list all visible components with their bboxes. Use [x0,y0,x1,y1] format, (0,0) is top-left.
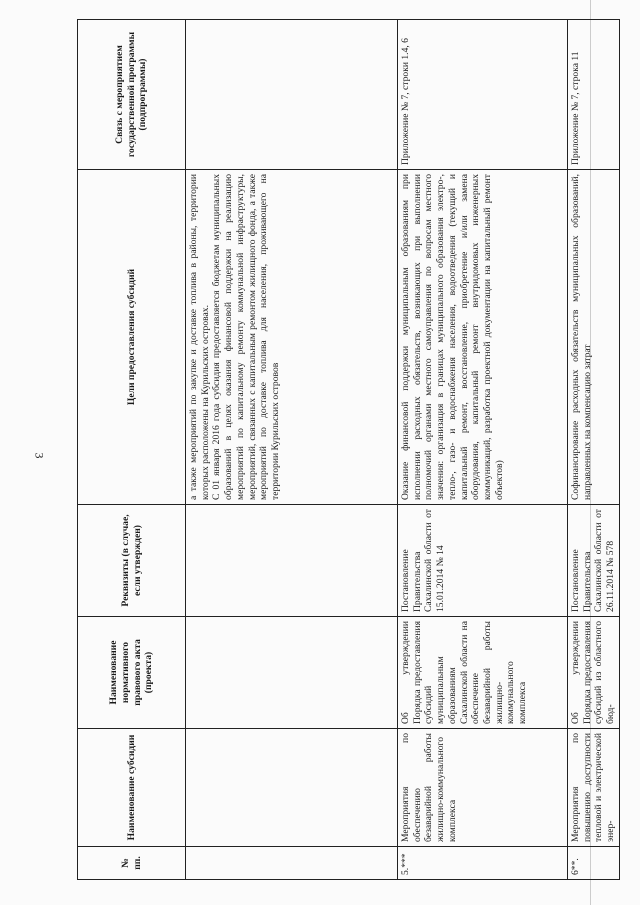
cell-name: Мероприятия по обеспечению безаварийной работы жилищно-коммунального комплекса [398,729,568,847]
table-row [568,20,620,880]
header-row [78,20,186,880]
cell-no: 6**. [568,847,620,880]
header-goals: Цели предоставления субсидий [78,170,186,505]
cell-req: Постановление Правительства Сахалинской области от 26.11.2014 № 578 [568,505,620,617]
table-row [398,20,568,880]
header-req: Реквизиты (в случае, если утвержден) [78,505,186,617]
cell-goals: Оказание финансовой поддержки муниципальным образованиям при исполнении расходных обязательств, возникающих при выполнении полномочий органами местного самоуправления по вопросам местного значения: организация в границах муниципального образования электро-, тепло-, газо- и водоснабжения населения, водоотведения (текущий и капитальный ремонт, восстановление, приобретение и/или замена оборудования, капитальный ремонт внутридомовых инженерных коммуникаций, разработка проектной документации на капитальный ремонт объектов) [398,170,568,505]
cell-name [186,729,398,847]
cell-name: Мероприятия по повышению доступности тепловой и электрической энер- [568,729,620,847]
cell-link: Приложение № 7, строка 11 [568,20,620,170]
page-number: 3 [32,452,47,459]
cell-no [186,847,398,880]
table-row [186,20,398,880]
rotated-table-container [77,20,617,880]
cell-link [186,20,398,170]
cell-act [186,617,398,729]
cell-link: Приложение № 7, строки 1.4, 6 [398,20,568,170]
header-link: Связь с мероприятием государственной программы (подпрограммы) [78,20,186,170]
subsidy-table [77,19,620,880]
cell-goals: а также мероприятий по закупке и доставке топлива в районы, территории которых расположены на Курильских островах. С 01 января 2016 года субсидия предоставляется бюджетам муниципальных образований в целях оказания финансовой поддержки на реализацию мероприятий по капитальному ремонту коммунальной инфраструктуры, мероприятий, связанных с капитальным ремонтом жилищного фонда, а также мероприятий по доставке топлива для населения, проживающего на территории Курильских островов [186,170,398,505]
header-name: Наименование субсидии [78,729,186,847]
cell-act: Об утверждении Порядка предоставления субсидий из областного бюд- [568,617,620,729]
cell-act: Об утверждении Порядка предоставления субсидий муниципальным образованиям Сахалинской области на обеспечение безаварийной работы жилищно-коммунального комплекса [398,617,568,729]
header-no: № пп. [78,847,186,880]
cell-req [186,505,398,617]
cell-no: 5.*** [398,847,568,880]
cell-req: Постановление Правительства Сахалинской области от 15.01.2014 № 14 [398,505,568,617]
cell-goals: Софинансирование расходных обязательств муниципальных образований, направленных на компенсацию затрат [568,170,620,505]
header-act: Наименование нормативного правового акта (проекта) [78,617,186,729]
